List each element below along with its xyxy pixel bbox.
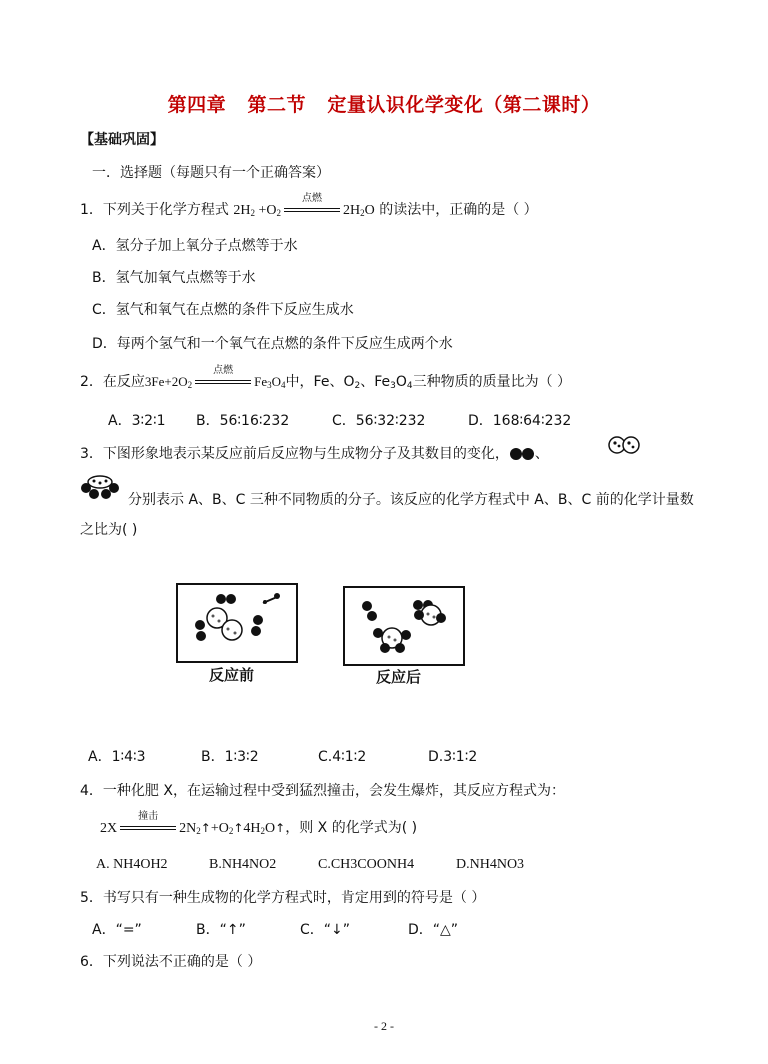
q3-option-a: A．1∶4∶3 (88, 749, 146, 765)
gas-arrow-icon: ↑ (233, 821, 244, 835)
q4-option-d: D.NH4NO3 (456, 857, 525, 872)
q4-option-a: A. NH4OH2 (96, 857, 168, 872)
q4-option-b: B.NH4NO2 (209, 857, 277, 872)
q3-option-b: B．1∶3∶2 (201, 749, 259, 765)
page-number: - 2 - (374, 1019, 394, 1033)
molecule-c-icon (80, 474, 122, 502)
q3-option-d: D.3∶1∶2 (428, 749, 478, 765)
q2-option-c: C．56∶32∶232 (332, 413, 426, 429)
q1-option-c: C．氢气和氧气在点燃的条件下反应生成水 (92, 302, 354, 318)
q3-options (88, 747, 477, 767)
q5-option-a: A．“=” (92, 922, 142, 938)
reaction-condition: 点燃 (284, 203, 340, 217)
before-reaction-box (176, 583, 298, 663)
section-heading: 【基础巩固】 (80, 132, 164, 148)
q5-option-b: B．“↑” (196, 922, 246, 938)
question-4-line-1: 4．一种化肥 X，在运输过程中受到猛烈撞击，会发生爆炸，其反应方程式为： (80, 783, 565, 799)
question-4-equation: 2X 撞击 $2N_2↑+O_2↑4H_2O↑$，则 X 的化学式为( ) (100, 811, 418, 836)
reaction-condition: 撞击 (120, 821, 176, 835)
q2-option-d: D．168∶64∶232 (468, 413, 572, 429)
q2-option-b: B．56∶16∶232 (196, 413, 290, 429)
question-3-line-3: 之比为( ) (80, 522, 138, 538)
question-6: 6．下列说法不正确的是（ ） (80, 954, 262, 970)
after-reaction-caption: 反应后 (376, 668, 422, 686)
q1-option-b: B．氢气加氧气点燃等于水 (92, 270, 256, 286)
q1-option-d: D．每两个氢气和一个氧气在点燃的条件下反应生成两个水 (92, 336, 453, 352)
after-reaction-molecules (345, 588, 463, 664)
question-3-line-2: 分别表示 A、B、C 三种不同物质的分子。该反应的化学方程式中 A、B、C 前的化学计量数 (128, 492, 694, 508)
molecule-b-icon (608, 436, 640, 454)
question-3-line-1: 3．下图形象地表示某反应前后反应物与生成物分子及其数目的变化， 、 (80, 446, 549, 462)
q4-option-c: C.CH3COONH4 (318, 857, 415, 872)
q2-options (108, 411, 571, 431)
q2-option-a: A．3∶2∶1 (108, 413, 166, 429)
q1-option-a: A．氢分子加上氧分子点燃等于水 (92, 238, 298, 254)
q4-options (96, 855, 524, 875)
page-title: 第四章 第二节 定量认识化学变化（第二课时） (167, 94, 601, 116)
question-1: 1．下列关于化学方程式 $2H_2 +O_2$ 点燃 $2H_2O$ 的读法中，正确的是（ ） (80, 193, 538, 218)
question-5: 5．书写只有一种生成物的化学方程式时，肯定用到的符号是（ ） (80, 890, 486, 906)
q1-equation: $2H_2 +O_2$ (233, 203, 282, 218)
reaction-condition: 点燃 (195, 375, 251, 389)
part-heading: 一．选择题（每题只有一个正确答案） (92, 165, 330, 181)
before-reaction-molecules (178, 585, 296, 661)
q5-option-c: C．“↓” (300, 922, 351, 938)
molecule-a-icon (509, 447, 535, 461)
after-reaction-box (343, 586, 465, 666)
q3-option-c: C.4∶1∶2 (318, 749, 367, 765)
question-2: 2．在反应$3Fe+2O_2$ 点燃 $Fe_3O_4$中，Fe、$O_2$、$Fe_3O_4$三种物质的质量比为（ ） (80, 365, 572, 391)
gas-arrow-icon: ↑ (200, 821, 211, 835)
q5-options (92, 920, 458, 940)
before-reaction-caption: 反应前 (209, 666, 255, 684)
gas-arrow-icon: ↑ (275, 821, 286, 835)
q5-option-d: D．“△” (408, 922, 459, 938)
